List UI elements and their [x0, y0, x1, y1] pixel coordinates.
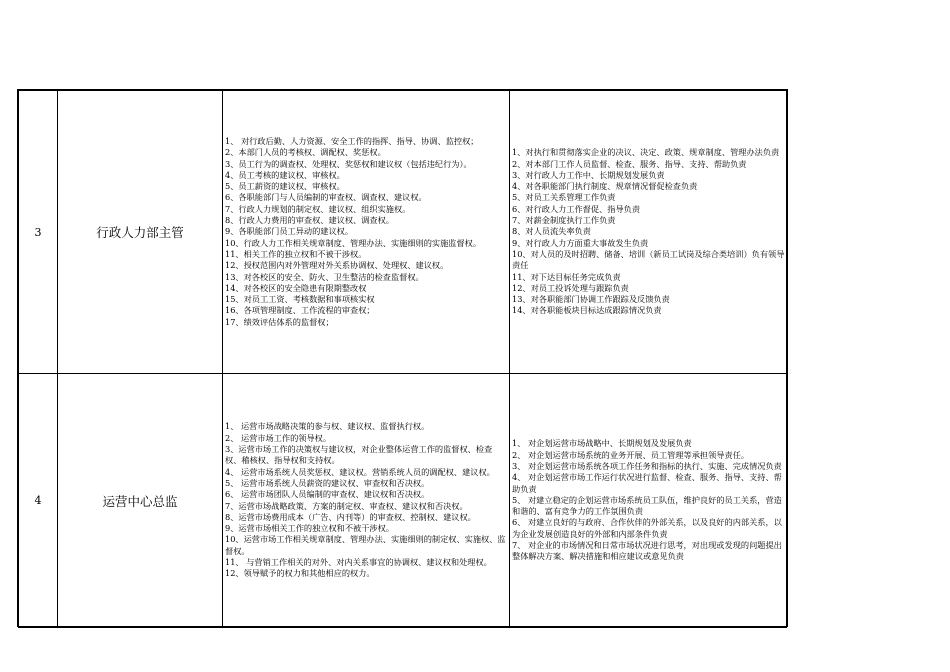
- list-item: 3、 对企划运营市场系统各项工作任务和指标的执行、实施、完成情况负责: [512, 460, 782, 471]
- list-item: 7、对薪金制度执行工作负责: [512, 215, 616, 226]
- role-title: 行政人力部主管: [58, 91, 223, 374]
- list-item: 10、行政人力工作相关规章制度、管理办法、实施细则的实施监督权。: [225, 237, 482, 248]
- authority-cell: [223, 91, 510, 374]
- list-item: 3、员工行为的调查权、处理权、奖惩权和建议权（包括违纪行为）。: [225, 158, 472, 169]
- list-item: 8、对人员流失率负责: [512, 226, 591, 237]
- list-item: 5、对员工关系管理工作负责: [512, 192, 616, 203]
- list-item: 5、 运营市场系统人员薪资的建议权、审查权和否决权。: [225, 477, 430, 488]
- list-item: 7、运营市场战略政策、方案的制定权、审查权、建议权和否决权。: [225, 500, 468, 511]
- list-item: 5、员工薪资的建议权、审核权。: [225, 181, 345, 192]
- list-item: 14、对各职能板块目标达成跟踪情况负责: [512, 305, 662, 316]
- list-item: 8、行政人力费用的审查权、建议权、调查权。: [225, 215, 394, 226]
- list-item: 6、各职能部门与人员编制的审查权、调查权、建议权。: [225, 192, 427, 203]
- row-number: 4: [19, 374, 58, 628]
- responsibility-list: [510, 147, 786, 316]
- duty-table: [18, 90, 787, 628]
- list-item: 1、对执行和贯彻落实企业的决议、决定、政策、规章制度、管理办法负责: [512, 147, 780, 158]
- table-row: [19, 91, 787, 374]
- list-item: 3、运营市场工作的决策权与建议权，对企业整体运营工作的监督权、检查权、稽核权、指导权和支持权。: [225, 444, 493, 466]
- list-item: 1、 运营市场战略决策的参与权、建议权、监督执行权。: [225, 421, 430, 432]
- list-item: 11、 与营销工作相关的对外、对内关系事宜的协调权、建议权和处理权。: [225, 556, 492, 567]
- list-item: 6、 运营市场团队人员编制的审查权、建议权和否决权。: [225, 489, 430, 500]
- list-item: 10、运营市场工作相关规章制度、管理办法、实施细则的制定权、实施权、监督权。: [225, 534, 506, 556]
- list-item: 6、对行政人力工作督促、指导负责: [512, 203, 641, 214]
- row-number: 3: [19, 91, 58, 374]
- list-item: 2、对本部门工作人员监督、检查、服务、指导、支持、帮助负责: [512, 158, 747, 169]
- responsibility-cell: [510, 374, 787, 628]
- list-item: 1、 对企划运营市场战略中、长期规划及发展负责: [512, 438, 692, 449]
- list-item: 12、领导赋予的权力和其他相应的权力。: [225, 568, 375, 579]
- list-item: 12、对员工投诉处理与跟踪负责: [512, 282, 629, 293]
- list-item: 7、 对企业的市场情况和日常市场状况进行思考，对出现或发现的问题提出整体解决方案、解决措施和相应建议或意见负责: [512, 540, 782, 562]
- list-item: 9、运营市场相关工作的独立权和不被干涉权。: [225, 523, 394, 534]
- list-item: 2、 对企划运营市场系统的业务开展、员工管理等承担领导责任。: [512, 449, 750, 460]
- list-item: 2、 运营市场工作的领导权。: [225, 432, 332, 443]
- role-title: 运营中心总监: [58, 374, 223, 628]
- list-item: 12、授权范围内对外管理对外关系协调权、处理权、建议权。: [225, 260, 449, 271]
- list-item: 8、运营市场费用成本（广告、内刊等）的审查权、控制权、建议权。: [225, 511, 476, 522]
- authority-list: [223, 421, 509, 579]
- list-item: 4、 对企划运营市场工作运行状况进行监督、检查、服务、指导、支持、帮助负责: [512, 472, 782, 494]
- list-item: 15、对员工工资、考核数据和事项核实权: [225, 294, 375, 305]
- list-item: 4、 运营市场系统人员奖惩权、建议权。营销系统人员的调配权、建议权。: [225, 466, 495, 477]
- list-item: 3、对行政人力工作中、长期规划发展负责: [512, 169, 665, 180]
- list-item: 2、本部门人员的考核权、调配权、奖惩权。: [225, 147, 386, 158]
- list-item: 7、行政人力规划的制定权、建议权、组织实施权。: [225, 203, 411, 214]
- list-item: 14、对各校区的安全隐患有限期整改权: [225, 282, 367, 293]
- list-item: 9、对行政人力方面重大事故发生负责: [512, 237, 649, 248]
- authority-cell: [223, 374, 510, 628]
- list-item: 11、对下达目标任务完成负责: [512, 271, 621, 282]
- list-item: 4、对各职能部门执行制度、规章情况督促检查负责: [512, 181, 698, 192]
- list-item: 13、对各校区的安全、防火、卫生整洁的检查监督权。: [225, 271, 424, 282]
- list-item: 1、 对行政后勤、人力资源、安全工作的指挥、指导、协调、监控权；: [225, 135, 479, 146]
- list-item: 10、对人员的及时招聘、储备、培训（新员工试岗及综合类培训）负有领导责任: [512, 248, 785, 271]
- table-row: [19, 374, 787, 628]
- authority-list: [223, 136, 509, 328]
- list-item: 5、 对建立稳定的企划运营市场系统员工队伍，维护良好的员工关系，营造和谐的、富有竞争力的工作氛围负责: [512, 494, 782, 517]
- list-item: 16、各项管理制度、工作流程的审查权；: [225, 305, 375, 316]
- list-item: 13、对各职能部门协调工作跟踪及反馈负责: [512, 294, 670, 305]
- list-item: 6、 对建立良好的与政府、合作伙伴的外部关系，以及良好的内部关系，以为企业发展创造良好的外部和内部条件负责: [512, 517, 782, 539]
- duty-table-sheet: [17, 89, 788, 627]
- list-item: 9、各职能部门员工异动的建议权。: [225, 226, 354, 237]
- responsibility-cell: [510, 91, 787, 374]
- list-item: 17、绩效评估体系的监督权；: [225, 316, 334, 327]
- list-item: 4、员工考核的建议权、审核权。: [225, 169, 345, 180]
- responsibility-list: [510, 438, 786, 562]
- list-item: 11、相关工作的独立权和不被干涉权。: [225, 248, 367, 259]
